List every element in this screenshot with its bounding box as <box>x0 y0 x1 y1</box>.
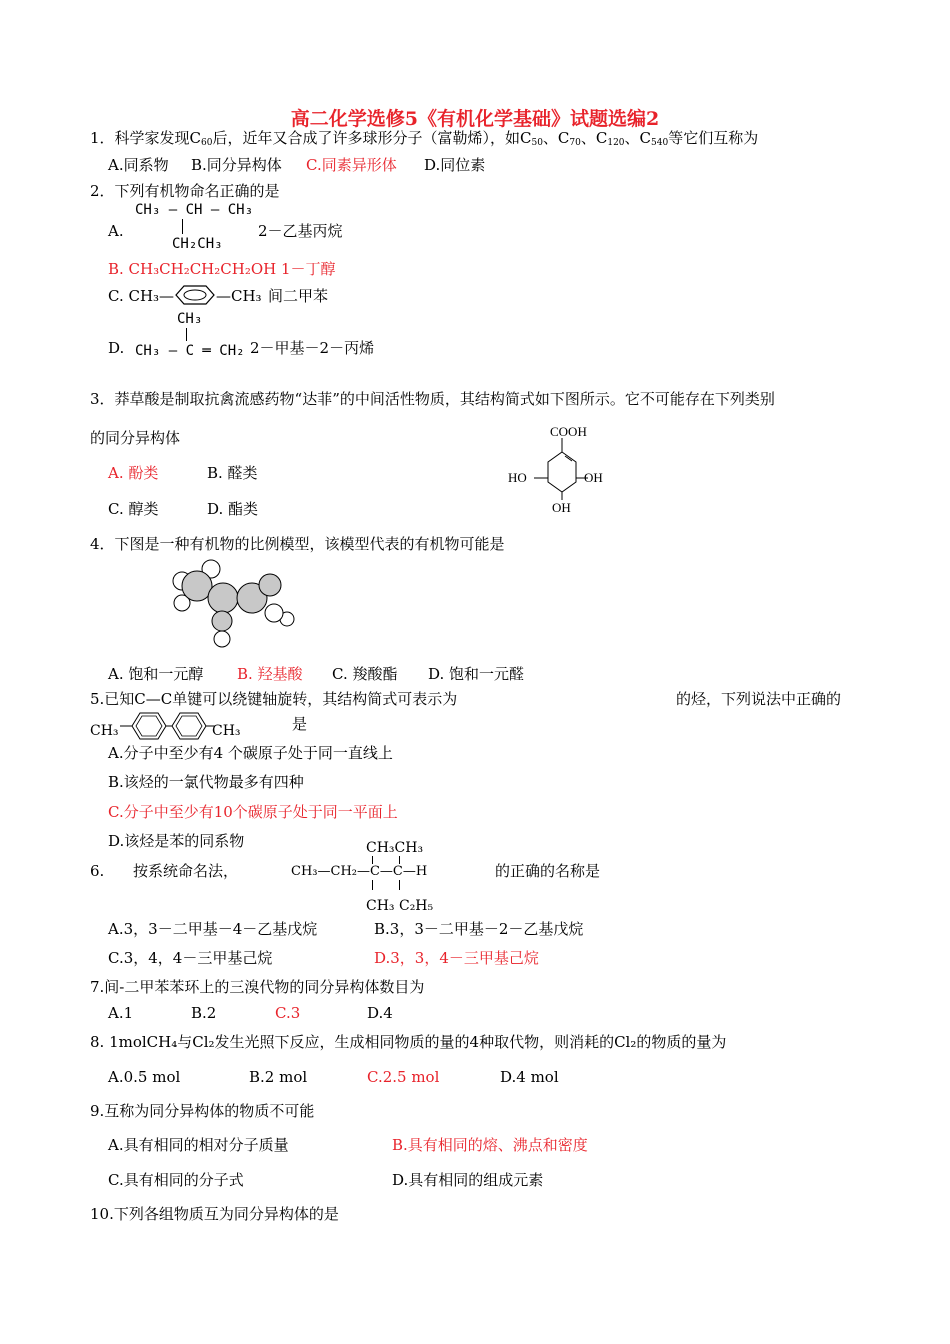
q8-option-c: C.2.5 mol <box>367 1068 440 1086</box>
q5-option-c: C.分子中至少有10个碳原子处于同一平面上 <box>108 803 398 821</box>
q9-option-a: A.具有相同的相对分子质量 <box>108 1136 289 1154</box>
q6-tail: 的正确的名称是 <box>495 862 601 880</box>
q5-option-b: B.该烃的一氯代物最多有四种 <box>108 773 304 791</box>
q3-option-b: B. 醛类 <box>207 464 258 482</box>
q2-option-d-name: 2－甲基－2－丙烯 <box>250 339 375 357</box>
shikimic-acid-structure <box>500 420 620 520</box>
space-filling-model <box>155 555 305 650</box>
q6-formula-top: CH₃CH₃ <box>366 840 424 856</box>
oh-right-label: OH <box>584 470 603 485</box>
q10-stem: 10.下列各组物质互为同分异构体的是 <box>90 1205 339 1223</box>
q2-a-formula-bottom: CH₂CH₃ <box>172 236 223 252</box>
q5-ch3-right: CH₃ <box>212 723 241 739</box>
q7-option-a: A.1 <box>108 1004 134 1022</box>
q2-d-formula-top: CH₃ <box>177 311 203 327</box>
q8-stem: 8. 1molCH₄与Cl₂发生光照下反应，生成相同物质的量的4种取代物，则消耗的Cl₂的物质的量为 <box>90 1033 727 1051</box>
q2-a-bond-line <box>182 219 183 234</box>
biphenyl-structure <box>120 710 215 740</box>
q2-option-d-label: D. <box>108 339 125 357</box>
q6-formula-bottom: CH₃ C₂H₅ <box>366 898 434 914</box>
q6-bond-bottom-1 <box>372 880 373 890</box>
q1-sep-2: 、C <box>580 129 608 147</box>
q9-option-b: B.具有相同的熔、沸点和密度 <box>392 1136 588 1154</box>
q6-option-a: A.3，3－二甲基－4－乙基戊烷 <box>108 920 318 938</box>
q1-sep-1: 、C <box>542 129 570 147</box>
q1-sub-60: 60 <box>201 138 213 148</box>
q5-stem-b: 的烃，下列说法中正确的 <box>676 690 842 708</box>
q6-option-c: C.3，4，4－三甲基己烷 <box>108 949 273 967</box>
q1-sep-3: 、C <box>624 129 652 147</box>
q7-option-b: B.2 <box>191 1004 217 1022</box>
q6-option-b: B.3，3－二甲基－2－乙基戊烷 <box>374 920 584 938</box>
q6-bond-bottom-2 <box>399 880 400 890</box>
q1-sub-120: 120 <box>607 138 625 148</box>
q5-stem-a: 5.已知C—C单键可以绕键轴旋转，其结构简式可表示为 <box>90 690 458 708</box>
q8-option-b: B.2 mol <box>249 1068 308 1086</box>
benzene-ring-q2c <box>174 284 216 306</box>
q6-option-d: D.3，3，4－三甲基己烷 <box>374 949 539 967</box>
q7-stem: 7.间-二甲苯苯环上的三溴代物的同分异构体数目为 <box>90 978 425 996</box>
q2-option-c-label: C. CH₃— <box>108 287 175 305</box>
q1-option-a: A.同系物 <box>108 156 169 174</box>
q5-ch3-left: CH₃ <box>90 723 119 739</box>
q5-option-d: D.该烃是苯的同系物 <box>108 832 245 850</box>
q2-d-bond-line <box>186 328 187 341</box>
q1-sub-540: 540 <box>651 138 669 148</box>
q2-option-c-right: —CH₃ <box>216 287 262 305</box>
q6-formula-main: CH₃—CH₂—C—C—H <box>291 864 428 879</box>
q1-stem-a: 1．科学家发现C <box>90 129 202 147</box>
q3-option-d: D. 酯类 <box>207 500 259 518</box>
page-title: 高二化学选修5《有机化学基础》试题选编2 <box>290 108 660 130</box>
cooh-label: COOH <box>550 424 587 439</box>
q3-stem-line1: 3．莽草酸是制取抗禽流感药物“达菲”的中间活性物质，其结构简式如下图所示。它不可能存在下列类别 <box>90 390 775 408</box>
q3-option-a: A. 酚类 <box>108 464 159 482</box>
ho-label: HO <box>508 470 527 485</box>
q1-stem <box>90 129 758 152</box>
q2-option-c-name: 间二甲苯 <box>268 287 329 305</box>
q6-number: 6. <box>90 862 105 880</box>
q2-option-b: B. CH₃CH₂CH₂CH₂OH 1－丁醇 <box>108 260 336 278</box>
q5-option-a: A.分子中至少有4 个碳原子处于同一直线上 <box>108 744 393 762</box>
q4-option-c: C. 羧酸酯 <box>332 665 398 683</box>
q1-option-c: C.同素异形体 <box>306 156 397 174</box>
q2-stem: 2．下列有机物命名正确的是 <box>90 182 280 200</box>
q3-stem-line2: 的同分异构体 <box>90 429 181 447</box>
q8-option-a: A.0.5 mol <box>108 1068 181 1086</box>
q4-option-d: D. 饱和一元醛 <box>428 665 525 683</box>
q5-stem-c: 是 <box>292 715 308 733</box>
q1-option-b: B.同分异构体 <box>191 156 282 174</box>
q2-option-a-label: A. <box>108 222 124 240</box>
q3-option-c: C. 醇类 <box>108 500 159 518</box>
q1-stem-b: 后，近年又合成了许多球形分子（富勒烯），如C <box>212 129 532 147</box>
q2-d-formula-main: CH₃ — C ═ CH₂ <box>135 343 245 359</box>
q8-option-d: D.4 mol <box>500 1068 559 1086</box>
q6-stem: 按系统命名法， <box>133 862 239 880</box>
q4-option-b: B. 羟基酸 <box>237 665 303 683</box>
q4-stem: 4．下图是一种有机物的比例模型，该模型代表的有机物可能是 <box>90 535 505 553</box>
q1-sub-50: 50 <box>531 138 543 148</box>
q4-option-a: A. 饱和一元醇 <box>108 665 204 683</box>
q2-option-a-name: 2－乙基丙烷 <box>258 222 343 240</box>
q7-option-d: D.4 <box>367 1004 393 1022</box>
q1-sub-70: 70 <box>569 138 581 148</box>
q1-option-d: D.同位素 <box>424 156 486 174</box>
q7-option-c: C.3 <box>275 1004 301 1022</box>
q9-option-c: C.具有相同的分子式 <box>108 1171 244 1189</box>
q9-stem: 9.互称为同分异构体的物质不可能 <box>90 1102 315 1120</box>
q9-option-d: D.具有相同的组成元素 <box>392 1171 544 1189</box>
oh-bottom-label: OH <box>552 500 571 515</box>
q2-a-formula-top: CH₃ — CH — CH₃ <box>135 202 254 218</box>
q1-stem-c: 等它们互称为 <box>668 129 759 147</box>
